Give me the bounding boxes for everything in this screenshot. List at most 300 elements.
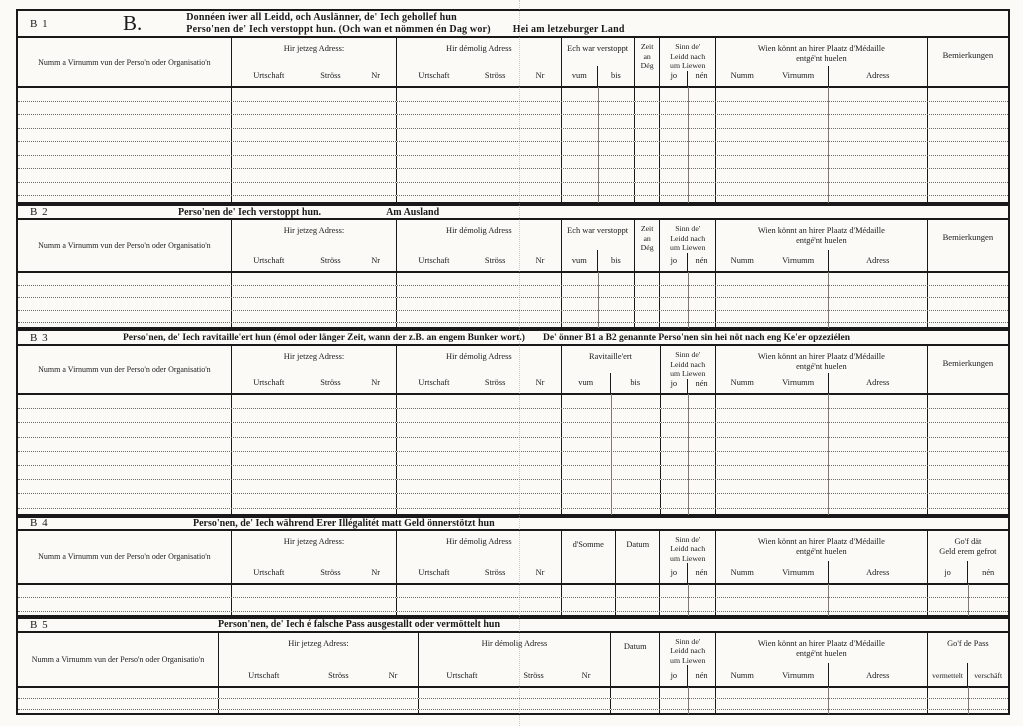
cell-still-alive bbox=[659, 142, 714, 155]
cell-date bbox=[610, 699, 660, 709]
cell-amount bbox=[561, 598, 615, 611]
cell-former-address bbox=[396, 494, 560, 507]
b1-title-highlight: Hei am letzeburger Land bbox=[512, 23, 625, 35]
remarks-label: Bemierkungen bbox=[942, 232, 994, 242]
blank-entry-row bbox=[18, 129, 1008, 143]
still-alive-label: Sinn de' Leidd nach um Liewen bbox=[670, 534, 706, 563]
vum-label: vum bbox=[571, 71, 587, 80]
virnumm-label: Virnumm bbox=[782, 567, 815, 577]
former-address-label: Hir démolig Adress bbox=[446, 536, 512, 546]
cell-remarks bbox=[927, 395, 1008, 408]
b4-entry-rows bbox=[18, 585, 1008, 615]
col-money-returned bbox=[927, 531, 1008, 583]
cell-still-alive bbox=[660, 509, 715, 514]
urtschaft-label: Urtschaft bbox=[253, 71, 285, 80]
numm-label: Numm bbox=[730, 256, 754, 265]
cell-former-address bbox=[396, 452, 560, 465]
cell-current-address bbox=[231, 480, 396, 493]
address-sub-headers bbox=[232, 250, 396, 271]
money-returned-label: Go'f dät Geld erem gefrot bbox=[939, 536, 997, 556]
period-sub-headers bbox=[562, 66, 634, 86]
cell-hidden-period bbox=[561, 115, 634, 128]
cell-name bbox=[18, 494, 231, 507]
address-sub-headers bbox=[397, 561, 560, 583]
vum-label: vum bbox=[578, 378, 594, 387]
col-hidden-period bbox=[561, 38, 634, 86]
cell-name bbox=[18, 585, 231, 598]
cell-name bbox=[18, 323, 231, 327]
cell-medal-recipient bbox=[715, 598, 927, 611]
nen-label: nén bbox=[687, 379, 715, 394]
nr-label: Nr bbox=[371, 567, 381, 577]
cell-still-alive bbox=[659, 286, 714, 298]
cell-remarks bbox=[927, 102, 1008, 115]
date-label: Datum bbox=[626, 539, 650, 549]
current-address-label: Hir jetzeg Adress: bbox=[283, 226, 345, 235]
blank-entry-row bbox=[18, 612, 1008, 615]
bis-label: bis bbox=[610, 373, 660, 393]
cell-still-alive bbox=[659, 156, 714, 169]
col-name-org bbox=[18, 346, 231, 393]
cell-remarks bbox=[927, 273, 1008, 285]
nr-label: Nr bbox=[535, 71, 545, 80]
cell-amount bbox=[561, 585, 615, 598]
medal-sub-headers bbox=[716, 66, 927, 86]
b3-section-id: B 3 bbox=[30, 331, 49, 344]
address-sub-headers bbox=[419, 663, 610, 685]
blank-entry-row bbox=[18, 598, 1008, 612]
blank-entry-row bbox=[18, 298, 1008, 311]
cell-current-address bbox=[231, 612, 396, 615]
cell-current-address bbox=[231, 88, 396, 101]
former-address-label: Hir démolig Adress bbox=[446, 226, 512, 235]
cell-still-alive bbox=[659, 688, 714, 698]
stross-label: Ströss bbox=[484, 378, 506, 387]
col-former-address bbox=[396, 346, 560, 393]
cell-still-alive bbox=[659, 710, 714, 713]
cell-current-address bbox=[231, 156, 396, 169]
virnumm-label: Virnumm bbox=[782, 378, 815, 387]
blank-entry-row bbox=[18, 452, 1008, 466]
col-remarks bbox=[927, 220, 1008, 271]
b2-column-headers bbox=[18, 220, 1008, 273]
col-name-org bbox=[18, 531, 231, 583]
medal-label: Wien könnt an hirer Plaatz d'Médaille entgé'nt huelen bbox=[757, 44, 885, 63]
former-address-label: Hir démolig Adress bbox=[446, 352, 512, 361]
still-alive-label: Sinn de' Leidd nach um Liewen bbox=[670, 636, 706, 665]
cell-former-address bbox=[396, 423, 560, 436]
cell-remarks bbox=[927, 142, 1008, 155]
cell-current-address bbox=[218, 710, 418, 713]
col-remarks bbox=[927, 346, 1008, 393]
cell-name bbox=[18, 115, 231, 128]
col-name-org bbox=[18, 633, 218, 686]
address-sub-headers bbox=[232, 373, 396, 393]
hidden-period-label: Ech war verstoppt bbox=[567, 226, 629, 235]
blank-entry-row bbox=[18, 438, 1008, 452]
cell-remarks bbox=[927, 115, 1008, 128]
cell-duration bbox=[634, 311, 660, 323]
medal-sub-headers bbox=[716, 663, 927, 685]
cell-still-alive bbox=[659, 129, 714, 142]
blank-entry-row bbox=[18, 286, 1008, 299]
cell-name bbox=[18, 423, 231, 436]
cell-date bbox=[615, 585, 660, 598]
col-current-address bbox=[218, 633, 418, 686]
cell-remarks bbox=[927, 169, 1008, 182]
cell-current-address bbox=[218, 699, 418, 709]
cell-name bbox=[18, 273, 231, 285]
cell-still-alive bbox=[659, 115, 714, 128]
nr-label: Nr bbox=[535, 378, 545, 387]
blank-entry-row bbox=[18, 699, 1008, 710]
cell-medal-recipient bbox=[715, 196, 927, 202]
col-name-org bbox=[18, 38, 231, 86]
cell-hidden-period bbox=[561, 323, 634, 327]
address-sub-headers bbox=[397, 66, 560, 86]
blank-entry-row bbox=[18, 102, 1008, 116]
b2-title-text: Perso'nen de' Iech verstoppt hun. bbox=[178, 206, 322, 218]
jo-label: jo bbox=[670, 378, 678, 388]
current-address-label: Hir jetzeg Adress: bbox=[283, 352, 345, 361]
nr-label: Nr bbox=[388, 670, 398, 680]
jo-label: jo bbox=[670, 567, 678, 577]
cell-date bbox=[610, 688, 660, 698]
period-sub-headers bbox=[562, 250, 634, 271]
cell-name bbox=[18, 688, 218, 698]
blank-entry-row bbox=[18, 169, 1008, 183]
alive-sub-headers bbox=[661, 379, 715, 394]
nr-label: Nr bbox=[535, 567, 545, 577]
cell-current-address bbox=[231, 494, 396, 507]
cell-medal-recipient bbox=[715, 612, 927, 615]
jo-label: jo bbox=[670, 256, 678, 265]
cell-former-address bbox=[396, 323, 560, 327]
cell-supplied-period bbox=[561, 466, 660, 479]
still-alive-label: Sinn de' Leidd nach um Liewen bbox=[670, 224, 706, 252]
cell-current-address bbox=[218, 688, 418, 698]
cell-hidden-period bbox=[561, 156, 634, 169]
col-name-org-label: Numm a Virnumm vun der Perso'n oder Organisatio'n bbox=[31, 654, 205, 664]
cell-name bbox=[18, 612, 231, 615]
cell-date bbox=[615, 612, 660, 615]
cell-still-alive bbox=[659, 169, 714, 182]
cell-current-address bbox=[231, 395, 396, 408]
b2-title-highlight: Am Ausland bbox=[386, 206, 440, 218]
cell-still-alive bbox=[659, 585, 714, 598]
cell-former-address bbox=[396, 395, 560, 408]
col-date bbox=[610, 633, 660, 686]
cell-former-address bbox=[396, 598, 560, 611]
cell-pass-provided bbox=[927, 699, 1008, 709]
cell-current-address bbox=[231, 286, 396, 298]
cell-hidden-period bbox=[561, 311, 634, 323]
cell-name bbox=[18, 102, 231, 115]
blank-entry-row bbox=[18, 395, 1008, 409]
duration-label: Zeit an Dég bbox=[640, 224, 654, 252]
b5-entry-rows bbox=[18, 688, 1008, 713]
cell-former-address bbox=[396, 88, 560, 101]
cell-remarks bbox=[927, 298, 1008, 310]
cell-former-address bbox=[396, 585, 560, 598]
col-medal-recipient bbox=[715, 346, 927, 393]
medal-sub-headers bbox=[716, 250, 927, 271]
cell-name bbox=[18, 129, 231, 142]
medal-sub-headers bbox=[716, 561, 927, 583]
col-current-address bbox=[231, 531, 396, 583]
date-label: Datum bbox=[623, 641, 647, 651]
stross-label: Ströss bbox=[320, 378, 341, 387]
cell-supplied-period bbox=[561, 395, 660, 408]
cell-name bbox=[18, 196, 231, 202]
address-sub-headers bbox=[219, 663, 418, 685]
cell-former-address bbox=[396, 169, 560, 182]
money-returned-sub-headers bbox=[928, 561, 1008, 583]
cell-medal-recipient bbox=[715, 480, 927, 493]
cell-still-alive bbox=[659, 196, 714, 202]
cell-duration bbox=[634, 169, 660, 182]
b1-column-headers bbox=[18, 38, 1008, 88]
cell-still-alive bbox=[660, 409, 715, 422]
cell-medal-recipient bbox=[715, 466, 927, 479]
cell-duration bbox=[634, 273, 660, 285]
nr-label: Nr bbox=[371, 71, 381, 80]
col-name-org-label: Numm a Virnumm vun der Perso'n oder Organisatio'n bbox=[38, 552, 211, 561]
cell-date bbox=[615, 598, 660, 611]
nr-label: Nr bbox=[371, 378, 381, 387]
cell-former-address bbox=[396, 480, 560, 493]
adress-label: Adress bbox=[828, 373, 927, 393]
cell-remarks bbox=[927, 323, 1008, 327]
alive-sub-headers bbox=[660, 665, 714, 686]
cell-current-address bbox=[231, 409, 396, 422]
cell-supplied-period bbox=[561, 480, 660, 493]
cell-name bbox=[18, 183, 231, 196]
medal-label: Wien könnt an hirer Plaatz d'Médaille entgé'nt huelen bbox=[757, 226, 885, 245]
cell-duration bbox=[634, 142, 660, 155]
cell-former-address bbox=[418, 688, 610, 698]
cell-name bbox=[18, 395, 231, 408]
cell-still-alive bbox=[659, 598, 714, 611]
cell-remarks bbox=[927, 196, 1008, 202]
cell-name bbox=[18, 298, 231, 310]
cell-name bbox=[18, 311, 231, 323]
col-remarks bbox=[927, 38, 1008, 86]
b4-column-headers bbox=[18, 531, 1008, 585]
cell-former-address bbox=[396, 129, 560, 142]
stross-label: Ströss bbox=[484, 567, 506, 577]
col-name-org-label: Numm a Virnumm vun der Perso'n oder Organisatio'n bbox=[38, 241, 211, 250]
cell-former-address bbox=[418, 699, 610, 709]
cell-name bbox=[18, 409, 231, 422]
virnumm-label: Virnumm bbox=[782, 670, 815, 680]
col-former-address bbox=[396, 38, 560, 86]
blank-entry-row bbox=[18, 183, 1008, 197]
cell-duration bbox=[634, 129, 660, 142]
cell-name bbox=[18, 156, 231, 169]
urtschaft-label: Urtschaft bbox=[253, 256, 285, 265]
cell-current-address bbox=[231, 311, 396, 323]
blank-entry-row bbox=[18, 466, 1008, 480]
cell-former-address bbox=[418, 710, 610, 713]
cell-current-address bbox=[231, 598, 396, 611]
cell-remarks bbox=[927, 494, 1008, 507]
col-name-org-label: Numm a Virnumm vun der Perso'n oder Organisatio'n bbox=[38, 365, 211, 374]
cell-name bbox=[18, 286, 231, 298]
cell-current-address bbox=[231, 129, 396, 142]
cell-supplied-period bbox=[561, 509, 660, 514]
cell-current-address bbox=[231, 142, 396, 155]
urtschaft-label: Urtschaft bbox=[253, 567, 285, 577]
cell-current-address bbox=[231, 423, 396, 436]
cell-current-address bbox=[231, 169, 396, 182]
cell-still-alive bbox=[659, 183, 714, 196]
cell-current-address bbox=[231, 183, 396, 196]
numm-label: Numm bbox=[730, 378, 754, 387]
section-b4 bbox=[16, 516, 1010, 617]
cell-remarks bbox=[927, 409, 1008, 422]
b5-title-text: Person'nen, de' Iech é falsche Pass ausgestallt oder vermöttelt hun bbox=[218, 619, 501, 630]
adress-label: Adress bbox=[828, 561, 927, 583]
cell-medal-recipient bbox=[715, 688, 927, 698]
cell-still-alive bbox=[659, 323, 714, 327]
address-sub-headers bbox=[397, 250, 560, 271]
cell-former-address bbox=[396, 298, 560, 310]
cell-remarks bbox=[927, 452, 1008, 465]
cell-medal-recipient bbox=[715, 286, 927, 298]
former-address-label: Hir démolig Adress bbox=[446, 44, 512, 53]
nen-label: nén bbox=[687, 665, 715, 686]
cell-current-address bbox=[231, 273, 396, 285]
cell-remarks bbox=[927, 509, 1008, 514]
cell-medal-recipient bbox=[715, 423, 927, 436]
cell-medal-recipient bbox=[715, 585, 927, 598]
amount-label: d'Somme bbox=[572, 539, 604, 549]
nr-label: Nr bbox=[581, 670, 591, 680]
cell-still-alive bbox=[660, 438, 715, 451]
adress-label: Adress bbox=[828, 663, 927, 685]
nen-label: nén bbox=[687, 563, 715, 583]
nen-label: nén bbox=[687, 253, 715, 272]
cell-medal-recipient bbox=[715, 129, 927, 142]
col-still-alive bbox=[660, 346, 715, 393]
b4-title-text: Perso'nen, de' Iech während Erer Illégalitét matt Geld önnerstötzt hun bbox=[193, 517, 495, 529]
cell-medal-recipient bbox=[715, 115, 927, 128]
nr-label: Nr bbox=[371, 256, 381, 265]
address-sub-headers bbox=[232, 66, 396, 86]
col-hidden-period bbox=[561, 220, 634, 271]
cell-supplied-period bbox=[561, 409, 660, 422]
cell-name bbox=[18, 452, 231, 465]
b3-title-highlight: De' önner B1 a B2 genannte Perso'nen sin hei nöt nach eng Ke'er opzeziélen bbox=[542, 332, 851, 343]
cell-still-alive bbox=[660, 423, 715, 436]
still-alive-label: Sinn de' Leidd nach um Liewen bbox=[670, 350, 706, 378]
urtschaft-label: Urtschaft bbox=[418, 378, 450, 387]
medal-label: Wien könnt an hirer Plaatz d'Médaille entgé'nt huelen bbox=[757, 352, 885, 371]
cell-medal-recipient bbox=[715, 273, 927, 285]
cell-hidden-period bbox=[561, 169, 634, 182]
cell-remarks bbox=[927, 88, 1008, 101]
former-address-label: Hir démolig Adress bbox=[481, 638, 548, 648]
cell-name bbox=[18, 466, 231, 479]
cell-former-address bbox=[396, 183, 560, 196]
blank-entry-row bbox=[18, 196, 1008, 202]
blank-entry-row bbox=[18, 156, 1008, 170]
cell-remarks bbox=[927, 183, 1008, 196]
col-medal-recipient bbox=[715, 633, 927, 686]
alive-sub-headers bbox=[660, 71, 714, 87]
b5-title-band bbox=[18, 619, 1008, 633]
blank-entry-row bbox=[18, 311, 1008, 324]
cell-medal-recipient bbox=[715, 409, 927, 422]
remarks-label: Bemierkungen bbox=[942, 358, 994, 368]
b3-entry-rows bbox=[18, 395, 1008, 514]
stross-label: Ströss bbox=[320, 567, 341, 577]
cell-still-alive bbox=[660, 480, 715, 493]
col-still-alive bbox=[659, 220, 714, 271]
blank-entry-row bbox=[18, 88, 1008, 102]
blank-entry-row bbox=[18, 409, 1008, 423]
b1-entry-rows bbox=[18, 88, 1008, 202]
cell-medal-recipient bbox=[715, 102, 927, 115]
cell-name bbox=[18, 699, 218, 709]
cell-current-address bbox=[231, 466, 396, 479]
blank-entry-row bbox=[18, 688, 1008, 699]
cell-supplied-period bbox=[561, 452, 660, 465]
cell-former-address bbox=[396, 612, 560, 615]
cell-former-address bbox=[396, 115, 560, 128]
adress-label: Adress bbox=[828, 250, 927, 271]
section-b5 bbox=[16, 617, 1010, 715]
blank-entry-row bbox=[18, 423, 1008, 437]
cell-current-address bbox=[231, 585, 396, 598]
col-still-alive bbox=[659, 38, 714, 86]
urtschaft-label: Urtschaft bbox=[418, 71, 450, 80]
cell-medal-recipient bbox=[715, 142, 927, 155]
col-supplied-period bbox=[561, 346, 660, 393]
cell-duration bbox=[634, 88, 660, 101]
cell-former-address bbox=[396, 509, 560, 514]
col-current-address bbox=[231, 38, 396, 86]
urtschaft-label: Urtschaft bbox=[446, 670, 478, 680]
cell-remarks bbox=[927, 480, 1008, 493]
b3-title-text: Perso'nen, de' Iech ravitaille'ert hun (émol oder länger Zeit, wann der z.B. an engem Bunker wort.) bbox=[123, 332, 525, 343]
cell-current-address bbox=[231, 509, 396, 514]
urtschaft-label: Urtschaft bbox=[248, 670, 280, 680]
col-duration bbox=[634, 220, 660, 271]
cell-supplied-period bbox=[561, 494, 660, 507]
cell-medal-recipient bbox=[715, 156, 927, 169]
stross-label: Ströss bbox=[320, 256, 341, 265]
cell-hidden-period bbox=[561, 102, 634, 115]
questionnaire-form bbox=[16, 9, 1010, 715]
col-name-org-label: Numm a Virnumm vun der Perso'n oder Organisatio'n bbox=[38, 57, 211, 67]
cell-former-address bbox=[396, 311, 560, 323]
blank-entry-row bbox=[18, 494, 1008, 508]
cell-remarks bbox=[927, 466, 1008, 479]
cell-medal-recipient bbox=[715, 169, 927, 182]
medal-label: Wien könnt an hirer Plaatz d'Médaille entgé'nt huelen bbox=[757, 536, 885, 556]
cell-former-address bbox=[396, 466, 560, 479]
cell-remarks bbox=[927, 286, 1008, 298]
cell-hidden-period bbox=[561, 273, 634, 285]
cell-supplied-period bbox=[561, 423, 660, 436]
cell-former-address bbox=[396, 286, 560, 298]
b1-title-line1: Donnéen iwer all Leidd, och Auslänner, de' Iech gehollef hun bbox=[186, 12, 457, 23]
blank-entry-row bbox=[18, 710, 1008, 713]
cell-still-alive bbox=[659, 88, 714, 101]
b5-section-id: B 5 bbox=[30, 618, 49, 631]
